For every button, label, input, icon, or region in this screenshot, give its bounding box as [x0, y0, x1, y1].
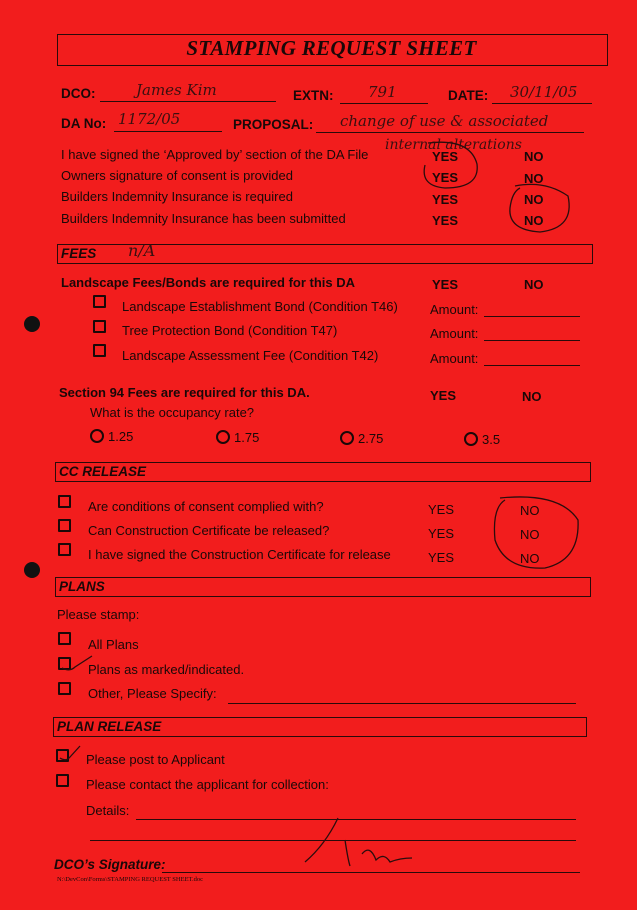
landscape-bond-amount-label: Amount: — [430, 302, 479, 317]
cc-signed-no[interactable]: NO — [520, 551, 540, 566]
assessment-fee-amount-label: Amount: — [430, 351, 479, 366]
cc-release-label: Can Construction Certificate be released? — [88, 523, 330, 538]
proposal-value-1[interactable]: change of use & associated — [340, 112, 549, 130]
signature-label: DCO’s Signature: — [54, 857, 166, 872]
cc-release-no[interactable]: NO — [520, 527, 540, 542]
date-label: DATE: — [448, 88, 489, 103]
check-insurance-sub-no[interactable]: NO — [524, 213, 544, 228]
footer-path: N:\DevCon\Forms\STAMPING REQUEST SHEET.doc — [57, 876, 204, 883]
cc-release-yes[interactable]: YES — [428, 526, 455, 541]
no-circle-mark — [510, 184, 569, 232]
cc-heading: CC RELEASE — [59, 464, 147, 479]
landscape-bond-label: Landscape Establishment Bond (Condition T46) — [122, 299, 398, 314]
extn-value[interactable]: 791 — [368, 83, 397, 101]
tree-bond-amount-label: Amount: — [430, 326, 479, 341]
extn-label: EXTN: — [293, 88, 334, 103]
plans-marked-label: Plans as marked/indicated. — [88, 662, 245, 677]
cc-no-circle-mark — [494, 497, 578, 568]
cc-complied-no[interactable]: NO — [520, 503, 540, 518]
rate-option-2-label: 1.75 — [234, 430, 260, 445]
post-label: Please post to Applicant — [86, 752, 225, 767]
rate-option-3-label: 2.75 — [358, 431, 384, 446]
assessment-fee-label: Landscape Assessment Fee (Condition T42) — [122, 348, 379, 363]
yes-circle-mark — [424, 142, 477, 188]
all-plans-label: All Plans — [88, 637, 139, 652]
page-title: STAMPING REQUEST SHEET — [186, 36, 477, 60]
plans-check-mark — [62, 656, 92, 670]
s94-no[interactable]: NO — [522, 389, 542, 404]
check-approved-yes[interactable]: YES — [432, 149, 459, 164]
check-insurance-req-no[interactable]: NO — [524, 192, 544, 207]
release-heading: PLAN RELEASE — [57, 719, 162, 734]
signature-mark — [305, 818, 412, 866]
cc-signed-yes[interactable]: YES — [428, 550, 455, 565]
fees-heading: FEES — [61, 246, 97, 261]
landscape-label: Landscape Fees/Bonds are required for this DA — [61, 275, 356, 290]
occupancy-question: What is the occupancy rate? — [90, 405, 255, 420]
other-label: Other, Please Specify: — [88, 686, 217, 701]
rate-option-4-label: 3.5 — [482, 432, 501, 447]
dano-value[interactable]: 1172/05 — [118, 110, 181, 128]
check-insurance-sub-label: Builders Indemnity Insurance has been submitted — [61, 211, 346, 226]
landscape-yes[interactable]: YES — [432, 277, 459, 292]
s94-yes[interactable]: YES — [430, 388, 457, 403]
please-stamp-label: Please stamp: — [57, 607, 140, 622]
cc-signed-label: I have signed the Construction Certificate for release — [88, 547, 391, 562]
check-insurance-req-yes[interactable]: YES — [432, 192, 459, 207]
date-value[interactable]: 30/11/05 — [510, 83, 578, 101]
check-insurance-req-label: Builders Indemnity Insurance is required — [61, 189, 293, 204]
cc-complied-yes[interactable]: YES — [428, 502, 455, 517]
check-owner-label: Owners signature of consent is provided — [61, 168, 293, 183]
cc-complied-label: Are conditions of consent complied with? — [88, 499, 324, 514]
details-label: Details: — [86, 803, 130, 818]
proposal-value-2[interactable]: internal alterations — [385, 137, 522, 153]
dco-value[interactable]: James Kim — [136, 81, 217, 99]
proposal-label: PROPOSAL: — [233, 117, 314, 132]
rate-option-1-label: 1.25 — [108, 429, 134, 444]
dano-label: DA No: — [61, 116, 107, 131]
fees-note: n/A — [128, 241, 156, 260]
check-insurance-sub-yes[interactable]: YES — [432, 213, 459, 228]
contact-label: Please contact the applicant for collection: — [86, 777, 329, 792]
dco-label: DCO: — [61, 86, 96, 101]
tree-bond-label: Tree Protection Bond (Condition T47) — [122, 323, 338, 338]
post-check-mark — [60, 746, 80, 760]
landscape-no[interactable]: NO — [524, 277, 544, 292]
check-owner-yes[interactable]: YES — [432, 170, 459, 185]
plans-heading: PLANS — [59, 579, 105, 594]
check-owner-no[interactable]: NO — [524, 171, 544, 186]
check-approved-no[interactable]: NO — [524, 149, 544, 164]
check-approved-label: I have signed the ‘Approved by’ section of the DA File — [61, 147, 369, 162]
s94-label: Section 94 Fees are required for this DA. — [59, 385, 310, 400]
